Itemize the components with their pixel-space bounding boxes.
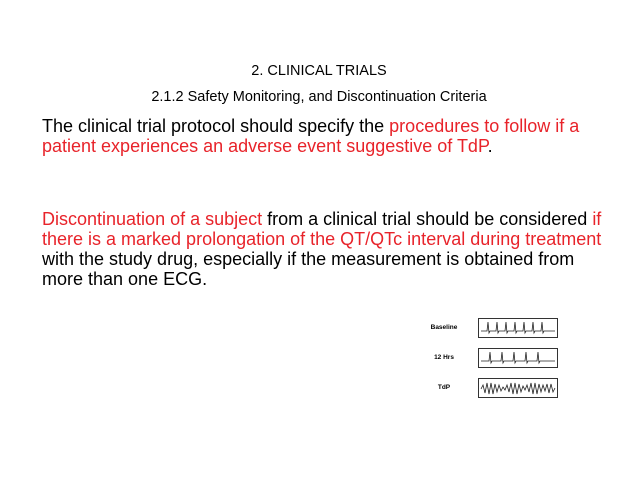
discontinuation-text-2: from a clinical trial should be considered	[262, 209, 593, 229]
ecg-label-tdp: TdP	[437, 384, 451, 391]
ecg-strip-baseline	[478, 318, 558, 338]
ecg-label-12hrs: 12 Hrs	[434, 354, 454, 361]
ecg-strip-12hrs	[478, 348, 558, 368]
slide-title: 2. CLINICAL TRIALS	[251, 63, 387, 79]
ecg-label-baseline: Baseline	[430, 324, 458, 331]
ecg-trace-tdp	[479, 379, 557, 397]
discontinuation-text-highlight-2: if there is a marked prolongation of the QT/QTc interval during treatment	[42, 209, 602, 249]
discontinuation-paragraph	[42, 209, 602, 289]
ecg-figure	[418, 312, 566, 402]
protocol-paragraph	[42, 116, 602, 156]
protocol-text-highlight: procedures to follow if a patient experiences an adverse event suggestive of TdP	[42, 116, 580, 156]
discontinuation-text-highlight-1: Discontinuation of a subject	[42, 209, 263, 229]
ecg-trace-12hrs	[479, 349, 557, 367]
discontinuation-text-4: with the study drug, especially if the measurement is obtained from more than one ECG.	[42, 249, 575, 289]
protocol-text-1: The clinical trial protocol should specify the	[42, 116, 390, 136]
ecg-strip-tdp	[478, 378, 558, 398]
slide-subtitle: 2.1.2 Safety Monitoring, and Discontinuation Criteria	[151, 89, 487, 105]
ecg-trace-baseline	[479, 319, 557, 337]
protocol-text-end: .	[487, 136, 493, 156]
